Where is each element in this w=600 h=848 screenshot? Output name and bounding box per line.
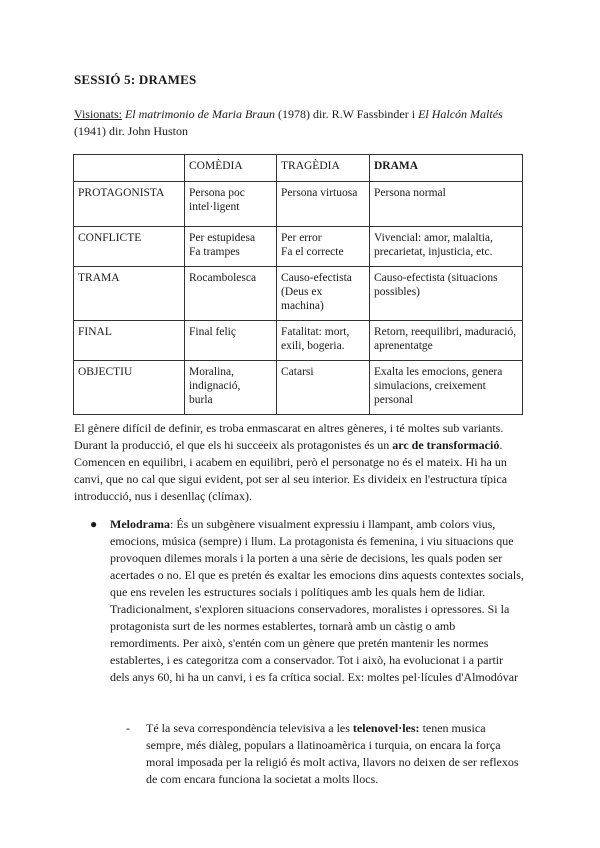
para-line: canvi, que no cal que sigui evident, pot ser al seu interior. Es divideix en l'estructura típica xyxy=(74,472,508,486)
row-label: CONFLICTE xyxy=(74,227,185,267)
bullet-line: acertades o no. El que es pretén és exaltar les emocions dins aquests contextes socials, xyxy=(110,568,524,582)
bullet-line: establertes, i es categoritza com a conservador. Tot i això, ha evolucionat i a partir xyxy=(110,653,504,667)
cell-line: burla xyxy=(189,394,213,406)
table-row xyxy=(74,227,523,267)
cell-tragedia xyxy=(277,361,370,415)
bullet-line: emocions, música (sempre) i llum. La protagonista és femenina, i viu situacions que xyxy=(110,534,514,548)
cell-comedia xyxy=(185,267,277,321)
cell-line: Persona virtuosa xyxy=(281,187,358,199)
cell-drama xyxy=(370,267,523,321)
cell-line: Per error xyxy=(281,232,322,244)
header-drama: DRAMA xyxy=(370,155,523,182)
cell-drama xyxy=(370,182,523,227)
visionats-line xyxy=(74,106,534,140)
bullet-line xyxy=(110,516,532,533)
cell-line: Retorn, reequilibri, maduració, xyxy=(374,326,517,338)
para-text: Durant la producció, el que els hi succeeix als protagonistes és un xyxy=(74,438,393,452)
cell-line: precarietat, injusticia, etc. xyxy=(374,246,493,258)
dash-line: moral imposada per la religió és molt activa, llavors no deixen de ser reflexos xyxy=(146,755,519,769)
cell-line: Fa trampes xyxy=(189,246,240,258)
cell-line: Persona poc xyxy=(189,187,245,199)
para-line: El gènere difícil de definir, es troba enmascarat en altres gèneres, i té moltes sub variants. xyxy=(74,421,504,435)
row-label: TRAMA xyxy=(74,267,185,321)
bullet-line: remordiments. Per això, s'entén com un gènere que pretén mantenir les normes xyxy=(110,636,489,650)
bullet-line: Tradicionalment, s'exploren situacions conservadores, moralistes i opressores. Si la xyxy=(110,602,510,616)
cell-line: machina) xyxy=(281,300,324,312)
intro-paragraph xyxy=(74,420,526,505)
cell-comedia xyxy=(185,227,277,267)
visionats-label: Visionats: xyxy=(74,107,122,121)
table-row xyxy=(74,361,523,415)
telenovela-text xyxy=(146,720,536,788)
row-label: PROTAGONISTA xyxy=(74,182,185,227)
visionats-line2: (1941) dir. John Huston xyxy=(74,124,188,138)
melodrama-text xyxy=(110,516,532,686)
header-tragedia: TRAGÈDIA xyxy=(277,155,370,182)
cell-line: Moralina, xyxy=(189,366,235,378)
film-title-halcon: El Halcón Maltés xyxy=(418,107,503,121)
cell-tragedia xyxy=(277,267,370,321)
cell-line: Persona normal xyxy=(374,187,446,199)
cell-drama xyxy=(370,227,523,267)
dash-line: de com encara funciona la societat a molts llocs. xyxy=(146,772,379,786)
cell-line: Causo-efectista (situacions xyxy=(374,272,498,284)
cell-comedia xyxy=(185,321,277,361)
para-line: introducció, nus i desenllaç (clímax). xyxy=(74,489,252,503)
dash-line xyxy=(146,720,536,737)
cell-line: simulacions, creixement xyxy=(374,380,486,392)
table-row xyxy=(74,321,523,361)
table-row xyxy=(74,182,523,227)
para-line xyxy=(74,437,526,454)
cell-line: personal xyxy=(374,394,413,406)
arc-term: arc de transformació xyxy=(392,438,500,452)
cell-comedia xyxy=(185,182,277,227)
cell-line: Final feliç xyxy=(189,326,236,338)
para-text: . xyxy=(499,438,503,452)
cell-tragedia xyxy=(277,321,370,361)
bullet-text-part: : És un subgènere visualment expressiu i llampant, amb colors vius, xyxy=(169,517,496,531)
genre-comparison-table xyxy=(73,154,523,415)
cell-tragedia xyxy=(277,182,370,227)
cell-line: Exalta les emocions, genera xyxy=(374,366,503,378)
cell-line: Vivencial: amor, malaltia, xyxy=(374,232,493,244)
bullet-line: que ens revelen les estructures socials i polítiques amb les quals hem de lidiar. xyxy=(110,585,486,599)
telenovela-term: telenovel·les: xyxy=(352,721,420,735)
bullet-line: dels anys 60, hi ha un canvi, i es fa crítica social. Ex: moltes pel·lícules d'Almodóvar xyxy=(110,670,519,684)
header-empty xyxy=(74,155,185,182)
cell-line: Catarsi xyxy=(281,366,314,378)
cell-drama xyxy=(370,321,523,361)
cell-line: intel·ligent xyxy=(189,201,240,213)
dash-text-part: Té la seva correspondència televisiva a les xyxy=(146,721,353,735)
cell-line: Causo-efectista xyxy=(281,272,352,284)
cell-line: aprenentatge xyxy=(374,340,433,352)
cell-line: Fatalitat: mort, xyxy=(281,326,350,338)
cell-drama xyxy=(370,361,523,415)
row-label: OBJECTIU xyxy=(74,361,185,415)
row-label: FINAL xyxy=(74,321,185,361)
page-title: SESSIÓ 5: DRAMES xyxy=(74,72,197,87)
dash-text-part: tenen musica xyxy=(419,721,486,735)
cell-tragedia xyxy=(277,227,370,267)
dash-icon: - xyxy=(126,721,130,735)
cell-line: Fa el correcte xyxy=(281,246,344,258)
cell-line: indignació, xyxy=(189,380,241,392)
film-title-braun: El matrimonio de Maria Braun xyxy=(124,107,275,121)
cell-line: Rocambolesca xyxy=(189,272,257,284)
melodrama-term: Melodrama xyxy=(110,517,170,531)
visionats-mid: (1978) dir. R.W Fassbinder i xyxy=(274,107,419,121)
cell-line: possibles) xyxy=(374,286,420,298)
cell-line: Per estupidesa xyxy=(189,232,256,244)
bullet-line: provoquen dilemes morals i la porten a una sèrie de decisions, les quals poden ser xyxy=(110,551,503,565)
cell-line: (Deus ex xyxy=(281,286,323,298)
bullet-line: protagonista surt de les normes establertes, tornarà amb un càstig o amb xyxy=(110,619,456,633)
header-comedia: COMÈDIA xyxy=(185,155,277,182)
table-row xyxy=(74,267,523,321)
cell-comedia xyxy=(185,361,277,415)
dash-line: sempre, més diàleg, populars a llatinoamèrica i turquia, on encara la força xyxy=(146,738,501,752)
para-line: Comencen en equilibri, i acabem en equilibri, però el personatge no és el mateix. Hi ha un xyxy=(74,455,507,469)
cell-line: exili, bogeria. xyxy=(281,340,345,352)
bullet-icon: ● xyxy=(90,517,98,531)
table-header-row xyxy=(74,155,523,182)
